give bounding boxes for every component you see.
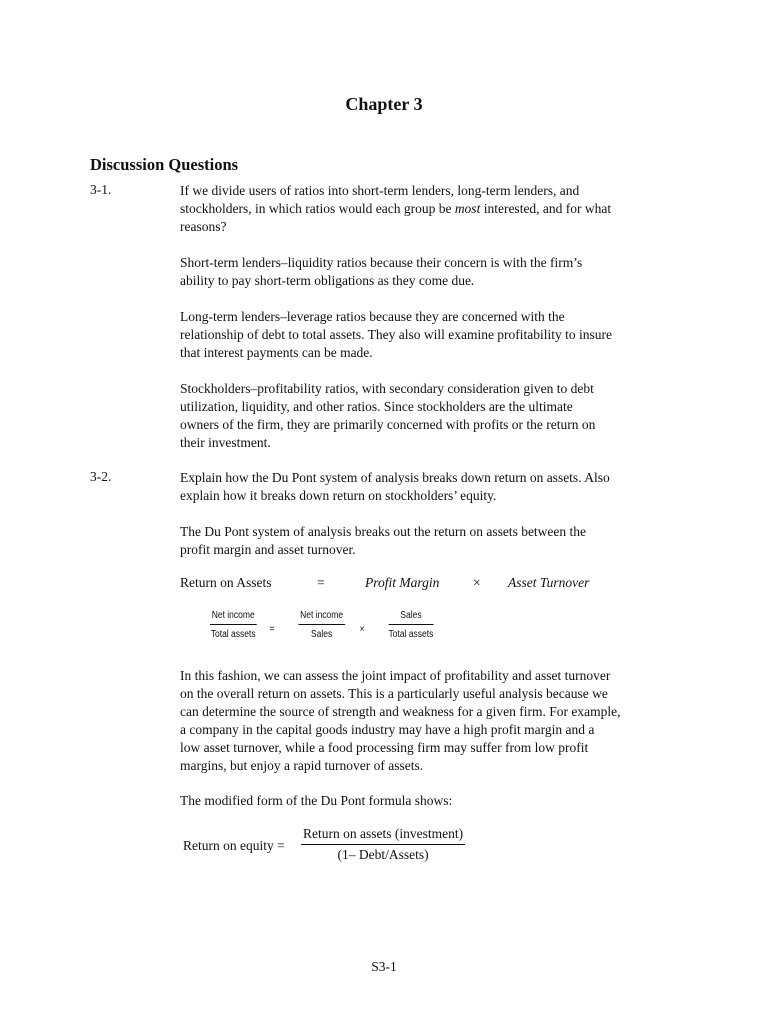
emphasis-most: most: [454, 201, 481, 216]
roe-numerator: Return on assets (investment): [301, 826, 465, 845]
question-3-1-text: [180, 182, 670, 236]
formula-lhs: Return on Assets: [180, 575, 272, 590]
fraction-roa: Net income Total assets: [210, 610, 256, 640]
fraction-equals: =: [269, 624, 275, 635]
roe-fraction: [301, 826, 465, 863]
roa-fraction-formula: [210, 610, 434, 650]
question-line: reasons?: [180, 219, 227, 234]
question-3-2-text: Explain how the Du Pont system of analysis breaks down return on assets. Also explain how it breaks down return on stockholders’ equity.: [180, 470, 610, 503]
roe-denominator: (1– Debt/Assets): [337, 847, 429, 862]
fraction-asset-turnover: Sales Total assets: [388, 610, 434, 640]
chapter-title: Chapter 3: [345, 94, 423, 114]
formula-times: ×: [473, 575, 481, 590]
question-line: If we divide users of ratios into short-term lenders, long-term lenders, and: [180, 183, 580, 198]
formula-asset-turnover: Asset Turnover: [508, 575, 590, 590]
answer-short-term-lenders: Short-term lenders–liquidity ratios because their concern is with the firm’s ability to pay short-term obligations as they come due.: [180, 255, 583, 288]
question-line: stockholders, in which ratios would each group be most interested, and for what: [180, 201, 612, 216]
page-number: S3-1: [371, 959, 397, 974]
formula-equals: =: [317, 575, 325, 590]
question-number-3-1: 3-1.: [90, 182, 112, 197]
fraction-profit-margin: Net income Sales: [300, 610, 344, 640]
answer-long-term-lenders: Long-term lenders–leverage ratios because they are concerned with the relationship of debt to total assets. They also will examine profitability to insure that interest payments can be made.: [180, 309, 613, 360]
formula-profit-margin: Profit Margin: [365, 575, 440, 590]
roe-lhs: Return on equity =: [183, 838, 285, 853]
section-heading: Discussion Questions: [90, 155, 239, 174]
question-number-3-2: 3-2.: [90, 469, 112, 484]
dupont-intro: The Du Pont system of analysis breaks out the return on assets between the profit margin and asset turnover.: [180, 524, 587, 557]
fraction-times: ×: [359, 624, 365, 635]
roa-formula: [180, 575, 620, 595]
answer-stockholders: Stockholders–profitability ratios, with secondary consideration given to debt utilization, liquidity, and other ratios. Since stockholders are the ultimate owners of the firm, they are primarily concerned with profits or the return on their investment.: [180, 381, 596, 450]
modified-formula-intro: The modified form of the Du Pont formula shows:: [180, 793, 453, 808]
roe-formula: [183, 826, 483, 870]
dupont-explanation: In this fashion, we can assess the joint impact of profitability and asset turnover on the overall return on assets. This is a particularly useful analysis because we can determine the source of strength and weakness for a given firm. For example, a company in the capital goods industry may have a high profit margin and a low asset turnover, while a food processing firm may suffer from low profit margins, but enjoy a rapid turnover of assets.: [180, 668, 621, 773]
